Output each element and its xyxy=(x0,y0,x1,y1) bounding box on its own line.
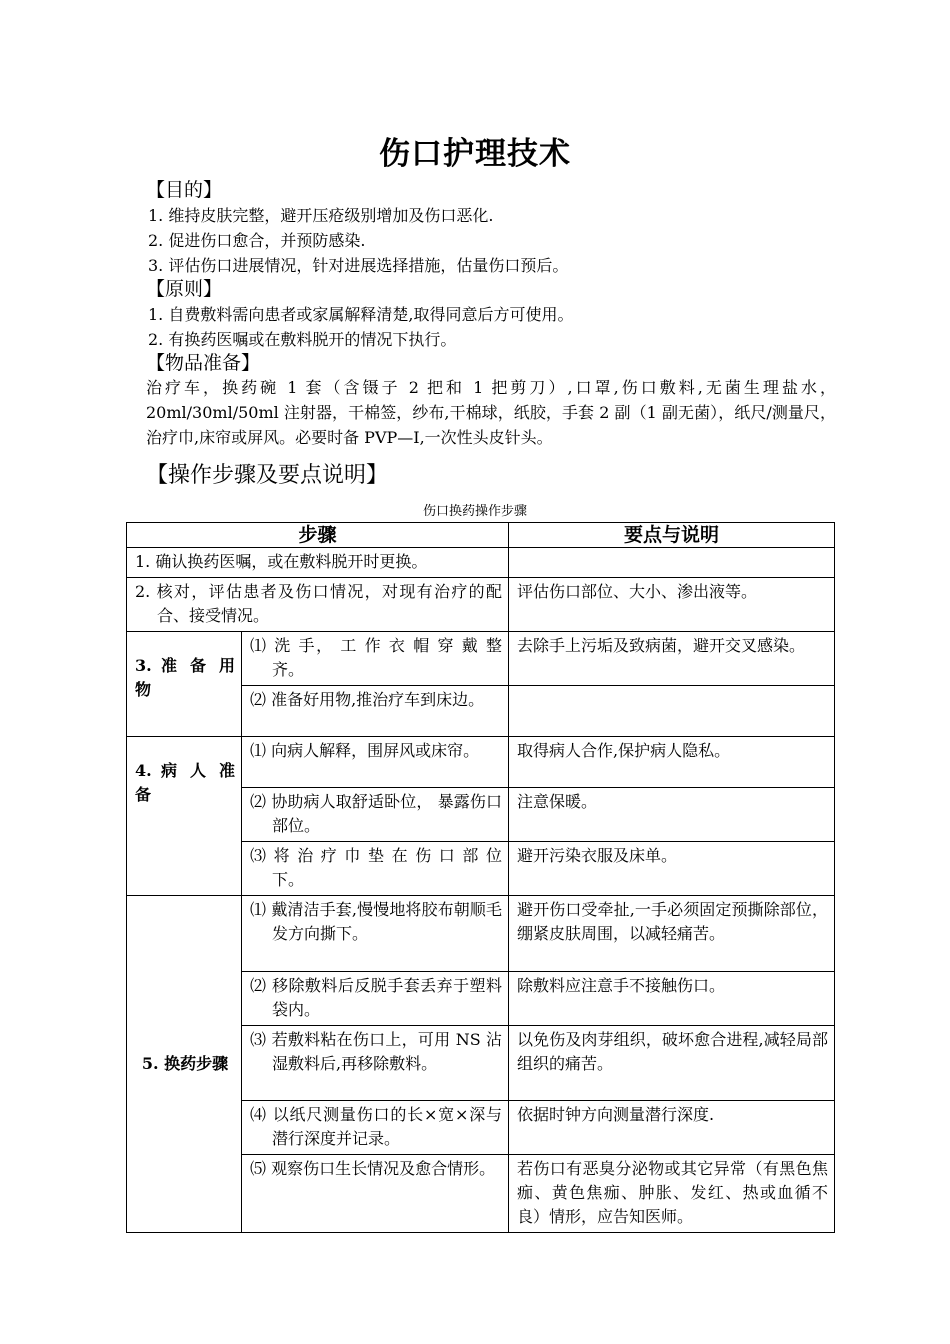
table-row xyxy=(127,737,835,788)
note-cell xyxy=(509,686,835,737)
note-cell: 注意保暖。 xyxy=(509,788,835,842)
table-row xyxy=(127,548,835,578)
note-cell: 若伤口有恶臭分泌物或其它异常（有黑色焦痂、黄色焦痂、肿胀、发红、热或血循不良）情形，应告知医师。 xyxy=(509,1155,835,1233)
purpose-heading: 【目的】 xyxy=(146,179,223,201)
principle-heading: 【原则】 xyxy=(146,278,223,300)
step-cell: 1. 确认换药医嘱，或在敷料脱开时更换。 xyxy=(127,548,509,578)
group-label-dressing: 5. 换药步骤 xyxy=(127,896,242,1233)
supplies-text: 治疗车，换药碗 1 套（含镊子 2 把和 1 把剪刀）,口罩,伤口敷料,无菌生理盐水，20ml/30ml/50ml 注射器，干棉签，纱布,干棉球，纸胶，手套 2 副（1 副无菌），纸尺/测量尺，治疗巾,床帘或屏风。必要时备 PVP—I,一次性头皮针头。 xyxy=(146,378,836,447)
step-cell: ⑶ 若敷料粘在伤口上，可用 NS 沾湿敷料后,再移除敷料。 xyxy=(242,1026,509,1101)
note-cell: 取得病人合作,保护病人隐私。 xyxy=(509,737,835,788)
purpose-item-3: 3. 评估伤口进展情况，针对进展选择措施，估量伤口预后。 xyxy=(148,256,569,275)
header-note: 要点与说明 xyxy=(509,523,835,548)
note-cell: 以免伤及肉芽组织，破坏愈合进程,减轻局部组织的痛苦。 xyxy=(509,1026,835,1101)
step-cell: ⑴ 洗 手， 工 作 衣 帽 穿 戴 整 齐。 xyxy=(242,632,509,686)
step-cell: ⑵ 移除敷料后反脱手套丢弃于塑料袋内。 xyxy=(242,972,509,1026)
note-cell: 去除手上污垢及致病菌，避开交叉感染。 xyxy=(509,632,835,686)
table-row xyxy=(127,632,835,686)
note-cell: 避开污染衣服及床单。 xyxy=(509,842,835,896)
table-row xyxy=(127,896,835,972)
principle-item-2: 2. 有换药医嘱或在敷料脱开的情况下执行。 xyxy=(148,330,457,349)
step-cell: ⑸ 观察伤口生长情况及愈合情形。 xyxy=(242,1155,509,1233)
step-cell: ⑴ 戴清洁手套,慢慢地将胶布朝顺毛发方向撕下。 xyxy=(242,896,509,972)
note-cell: 除敷料应注意手不接触伤口。 xyxy=(509,972,835,1026)
procedure-heading: 【操作步骤及要点说明】 xyxy=(146,463,389,488)
group-label-patient: 4. 病 人 准 备 xyxy=(127,737,242,896)
purpose-item-1: 1. 维持皮肤完整，避开压疮级别增加及伤口恶化. xyxy=(148,206,494,225)
step-cell: ⑶ 将 治 疗 巾 垫 在 伤 口 部 位 下。 xyxy=(242,842,509,896)
header-step: 步骤 xyxy=(127,523,509,548)
step-cell: ⑵ 协助病人取舒适卧位， 暴露伤口部位。 xyxy=(242,788,509,842)
table-header-row xyxy=(127,523,835,548)
step-cell: ⑴ 向病人解释，围屏风或床帘。 xyxy=(242,737,509,788)
note-cell: 评估伤口部位、大小、渗出液等。 xyxy=(509,578,835,632)
step-cell: 2. 核对，评估患者及伤口情况，对现有治疗的配合、接受情况。 xyxy=(127,578,509,632)
step-cell: ⑷ 以纸尺测量伤口的长×宽×深与潜行深度并记录。 xyxy=(242,1101,509,1155)
procedure-table xyxy=(126,522,835,1233)
step-cell: ⑵ 准备好用物,推治疗车到床边。 xyxy=(242,686,509,737)
note-cell: 避开伤口受牵扯,一手必须固定预撕除部位，绷紧皮肤周围，以减轻痛苦。 xyxy=(509,896,835,972)
principle-item-1: 1. 自费敷料需向患者或家属解释清楚,取得同意后方可使用。 xyxy=(148,305,574,324)
note-cell: 依据时钟方向测量潜行深度. xyxy=(509,1101,835,1155)
group-label-prepare: 3. 准 备 用 物 xyxy=(127,632,242,737)
purpose-item-2: 2. 促进伤口愈合，并预防感染. xyxy=(148,231,366,250)
table-row xyxy=(127,578,835,632)
note-cell xyxy=(509,548,835,578)
table-caption: 伤口换药操作步骤 xyxy=(422,504,527,519)
supplies-heading: 【物品准备】 xyxy=(146,352,261,374)
document-title: 伤口护理技术 xyxy=(379,136,571,172)
